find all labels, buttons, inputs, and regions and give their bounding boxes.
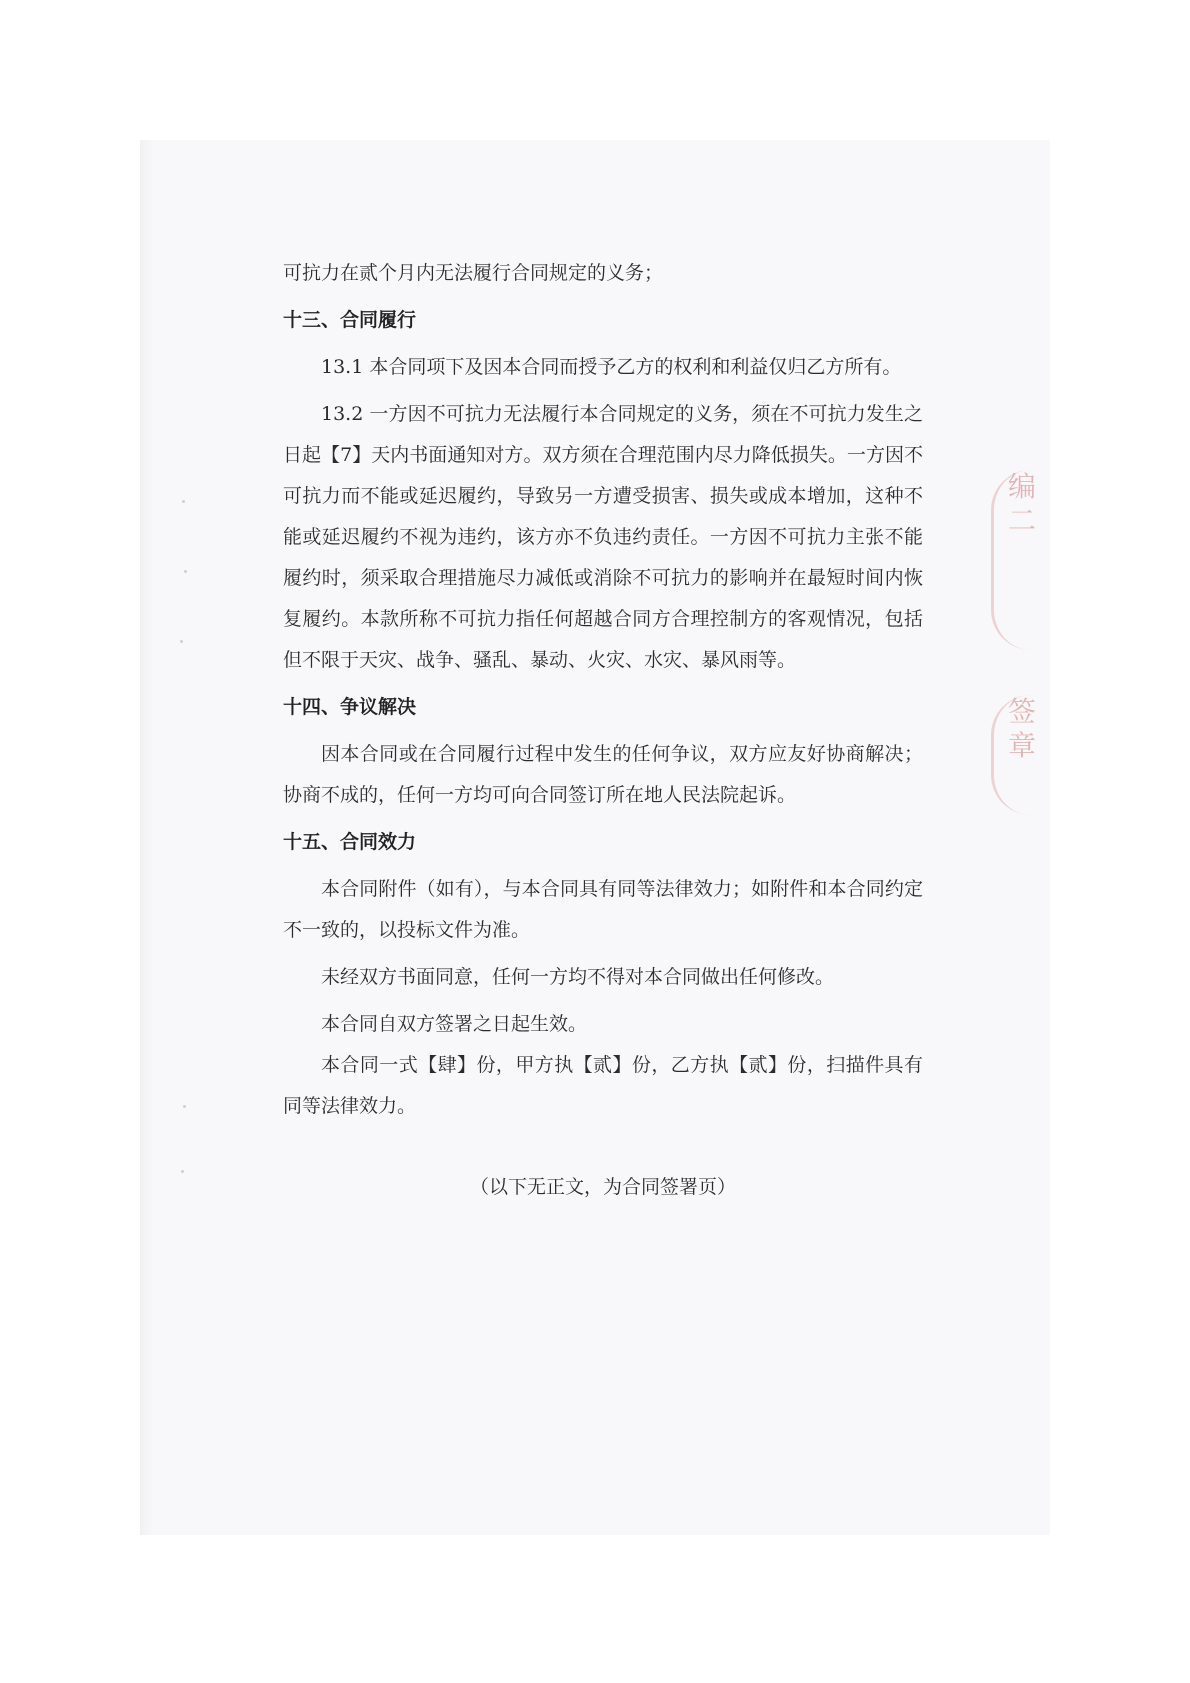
scan-speck <box>184 570 187 573</box>
seal-fragment-bottom: 签 章 <box>991 695 1050 815</box>
binding-seam <box>140 140 154 1535</box>
section-13-clause-2: 13.2 一方因不可抗力无法履行本合同规定的义务，须在不可抗力发生之日起【7】天内书面通知对方。双方须在合理范围内尽力降低损失。一方因不可抗力而不能或延迟履约，导致另一方遭受损害、损失或成本增加，这种不能或延迟履约不视为违约，该方亦不负违约责任。一方因不可抗力主张不能履约时，须采取合理措施尽力减低或消除不可抗力的影响并在最短时间内恢复履约。本款所称不可抗力指任何超越合同方合理控制方的客观情况，包括但不限于天灾、战争、骚乱、暴动、火灾、水灾、暴风雨等。 <box>283 403 923 671</box>
section-14-title: 十四、争议解决 <box>283 696 417 718</box>
scan-speck <box>183 1105 186 1108</box>
contract-text <box>283 253 923 1208</box>
scan-speck <box>180 640 183 643</box>
section-15-clause-4: 本合同一式【肆】份，甲方执【贰】份，乙方执【贰】份，扫描件具有同等法律效力。 <box>283 1054 923 1117</box>
section-15-title: 十五、合同效力 <box>283 831 417 853</box>
scanned-page <box>140 140 1050 1535</box>
section-13-title: 十三、合同履行 <box>283 309 417 331</box>
section-15-clause-2: 未经双方书面同意，任何一方均不得对本合同做出任何修改。 <box>321 966 835 988</box>
scan-speck <box>181 1170 184 1173</box>
continuation-line: 可抗力在贰个月内无法履行合同规定的义务； <box>283 262 664 284</box>
section-15-clause-3: 本合同自双方签署之日起生效。 <box>321 1013 588 1035</box>
section-13-clause-1: 13.1 本合同项下及因本合同而授予乙方的权利和利益仅归乙方所有。 <box>321 356 902 378</box>
section-15-clause-1: 本合同附件（如有），与本合同具有同等法律效力；如附件和本合同约定不一致的，以投标文件为准。 <box>283 878 923 941</box>
seal-fragment-top: 编 二 <box>991 470 1050 650</box>
scan-speck <box>182 500 185 503</box>
closing-note: （以下无正文，为合同签署页） <box>469 1176 736 1198</box>
section-14-clause-1: 因本合同或在合同履行过程中发生的任何争议，双方应友好协商解决；协商不成的，任何一方均可向合同签订所在地人民法院起诉。 <box>283 743 923 806</box>
